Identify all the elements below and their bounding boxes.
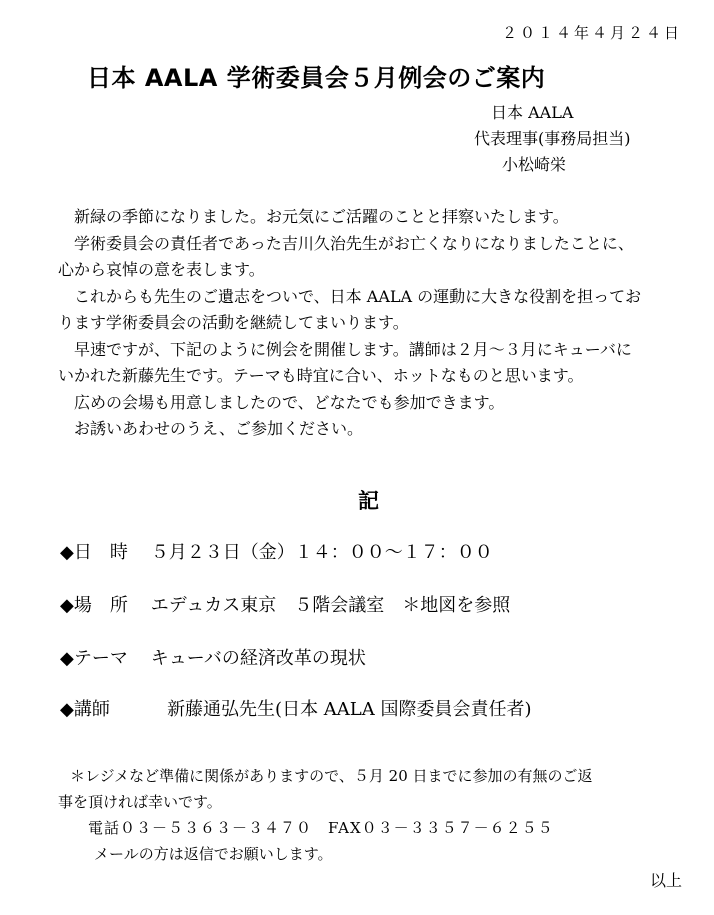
sender-block (474, 100, 631, 178)
body-line: いかれた新藤先生です。テーマも時宜に合い、ホットなものと思います。 (58, 366, 584, 385)
sender-role: 代表理事(事務局担当) (474, 129, 631, 148)
body-line: 新緑の季節になりました。お元気にご活躍のことと拝察いたします。 (58, 207, 569, 226)
closing-text: 以上 (649, 871, 682, 890)
detail-datetime-label: ◆日 時 (60, 542, 128, 563)
document-title: 日本 AALA 学術委員会５月例会のご案内 (87, 64, 546, 92)
note-line: ＊レジメなど準備に関係がありますので、５月 20 日までに参加の有無のご返 (70, 767, 593, 785)
body-line: 早速ですが、下記のように例会を開催します。講師は２月～３月にキューバに (58, 339, 632, 359)
ki-heading: 記 (358, 489, 379, 513)
body-line: これからも先生のご遺志をついで、日本 AALA の運動に大きな役割を担ってお (58, 286, 642, 306)
detail-theme-label: ◆テーマ (60, 648, 128, 669)
body-line: ります学術委員会の活動を継続してまいります。 (58, 313, 409, 332)
note-block (58, 763, 593, 867)
detail-theme-value: キューバの経済改革の現状 (150, 648, 366, 669)
detail-datetime (60, 538, 493, 564)
detail-place-value: エデュカス東京 ５階会議室 ＊地図を参照 (150, 595, 511, 616)
note-line: 事を頂ければ幸いです。 (58, 793, 222, 811)
detail-lecturer-value: 新藤通弘先生(日本 AALA 国際委員会責任者) (167, 699, 532, 720)
email-note: メールの方は返信でお願いします。 (94, 845, 333, 863)
body-line: 心から哀悼の意を表します。 (58, 260, 265, 279)
detail-lecturer-label: ◆講師 (60, 699, 110, 720)
sender-name: 小松崎栄 (502, 155, 567, 174)
body-line: 学術委員会の責任者であった吉川久治先生がお亡くなりになりましたことに、 (58, 233, 634, 253)
detail-theme (60, 644, 366, 670)
body-line: お誘いあわせのうえ、ご参加ください。 (58, 419, 363, 438)
detail-lecturer (60, 695, 532, 721)
sender-org: 日本 AALA (491, 103, 574, 122)
document-date: ２０１４年４月２４日 (501, 24, 682, 42)
detail-datetime-value: ５月２３日（金）１４：００～１７：００ (150, 542, 493, 563)
detail-place (60, 591, 510, 617)
body-paragraphs (58, 204, 641, 443)
body-line: 広めの会場も用意しましたので、どなたでも参加できます。 (58, 392, 505, 412)
contact-phone-fax: 電話０３－５３６３－３４７０ FAX０３－３３５７－６２５５ (88, 819, 554, 837)
detail-place-label: ◆場 所 (60, 595, 128, 616)
